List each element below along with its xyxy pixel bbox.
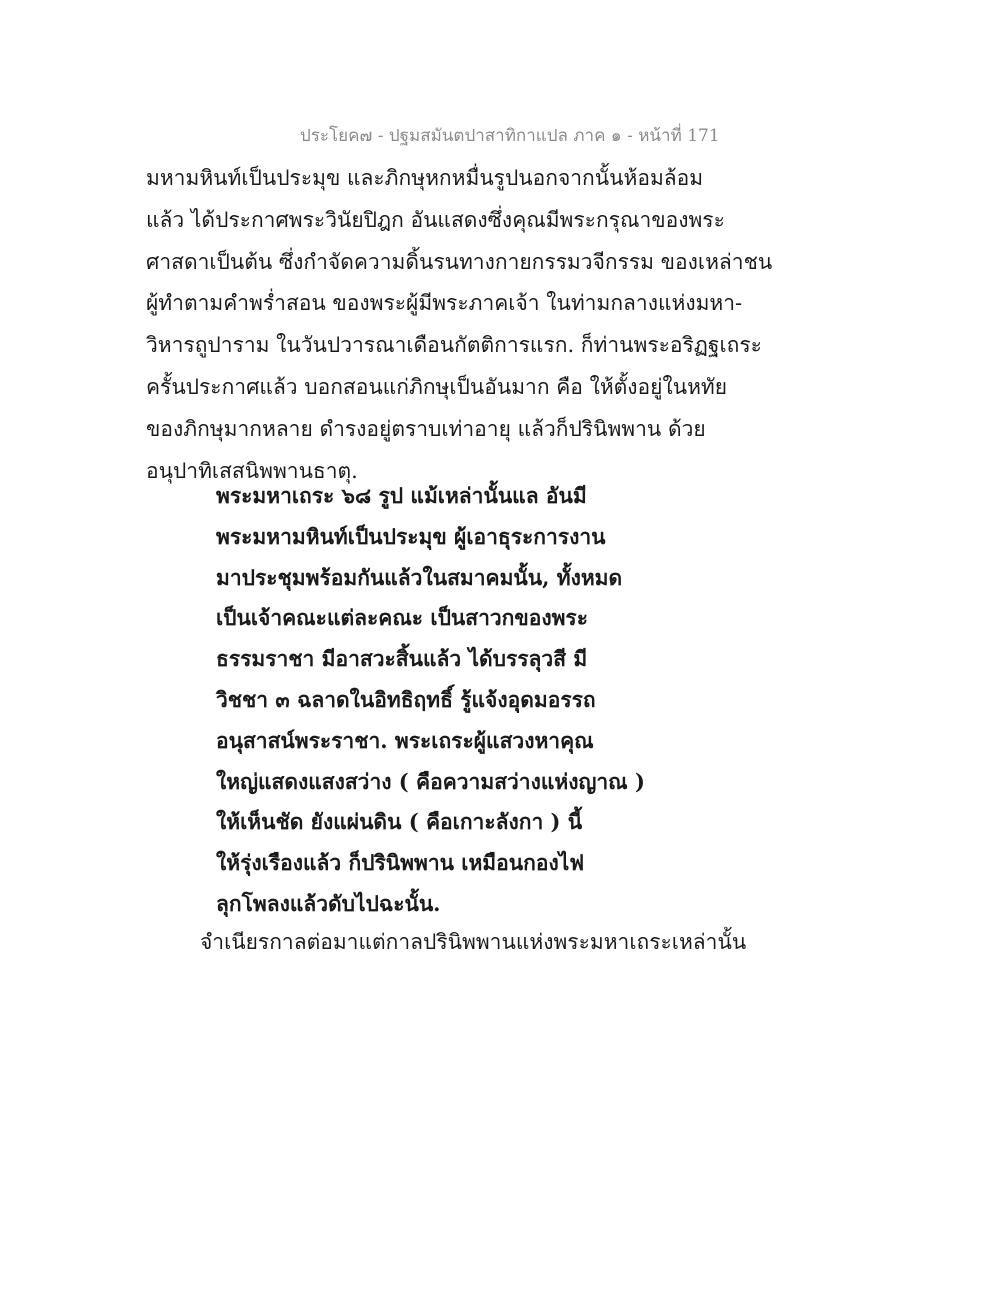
prose-line: ผู้ทำตามคำพร่ำสอน ของพระผู้มีพระภาคเจ้า ในท่ามกลางแห่งมหา- xyxy=(146,291,743,316)
verse-line: ใหญ่แสดงแสงสว่าง ( คือความสว่างแห่งญาณ ) xyxy=(216,768,645,794)
verse-line: ให้เห็นชัด ยังแผ่นดิน ( คือเกาะลังกา ) นี้ xyxy=(216,809,583,835)
verse-line: วิชชา ๓ ฉลาดในอิทธิฤทธิ์ รู้แจ้งอุดมอรรถ xyxy=(216,686,596,712)
prose-line: ของภิกษุมากหลาย ดำรงอยู่ตราบเท่าอายุ แล้วก็ปรินิพพาน ด้วย xyxy=(146,416,706,441)
verse-line: ธรรมราชา มีอาสวะสิ้นแล้ว ได้บรรลุวสี มี xyxy=(216,646,588,672)
verse-line: อนุสาสน์พระราชา. พระเถระผู้แสวงหาคุณ xyxy=(216,727,594,753)
verse-line: พระมหามหินท์เป็นประมุข ผู้เอาธุระการงาน xyxy=(216,523,606,549)
closing-paragraph-line: จำเนียรกาลต่อมาแต่กาลปรินิพพานแห่งพระมหาเถระเหล่านั้น xyxy=(200,930,747,954)
verse-line: มาประชุมพร้อมกันแล้วในสมาคมนั้น, ทั้งหมด xyxy=(216,564,623,590)
prose-line: วิหารถูปาราม ในวันปวารณาเดือนกัตติการแรก. ก็ท่านพระอริฏฐเถระ xyxy=(146,333,762,358)
verse-line: ลุกโพลงแล้วดับไปฉะนั้น. xyxy=(216,890,441,916)
prose-line: ศาสดาเป็นต้น ซึ่งกำจัดความดิ้นรนทางกายกรรมวจีกรรม ของเหล่าชน xyxy=(146,249,773,274)
verse-line: เป็นเจ้าคณะแต่ละคณะ เป็นสาวกของพระ xyxy=(216,605,588,631)
verse-line: พระมหาเถระ ๖๘ รูป แม้เหล่านั้นแล อันมี xyxy=(216,483,587,508)
prose-line: ครั้นประกาศแล้ว บอกสอนแก่ภิกษุเป็นอันมาก คือ ให้ตั้งอยู่ในหทัย xyxy=(146,374,728,399)
verse-block xyxy=(216,476,645,925)
running-header: ประโยค๗ - ปฐมสมันตปาสาทิกาแปล ภาค ๑ - หน้าที่ 171 xyxy=(300,126,720,146)
verse-line: ให้รุ่งเรืองแล้ว ก็ปรินิพพาน เหมือนกองไฟ xyxy=(216,850,585,876)
prose-line: อนุปาทิเสสนิพพานธาตุ. xyxy=(146,458,358,483)
prose-line: แล้ว ได้ประกาศพระวินัยปิฎก อันแสดงซึ่งคุณมีพระกรุณาของพระ xyxy=(146,207,725,232)
prose-paragraph xyxy=(146,158,773,492)
prose-line: มหามหินท์เป็นประมุข และภิกษุหกหมื่นรูปนอกจากนั้นห้อมล้อม xyxy=(146,166,704,190)
